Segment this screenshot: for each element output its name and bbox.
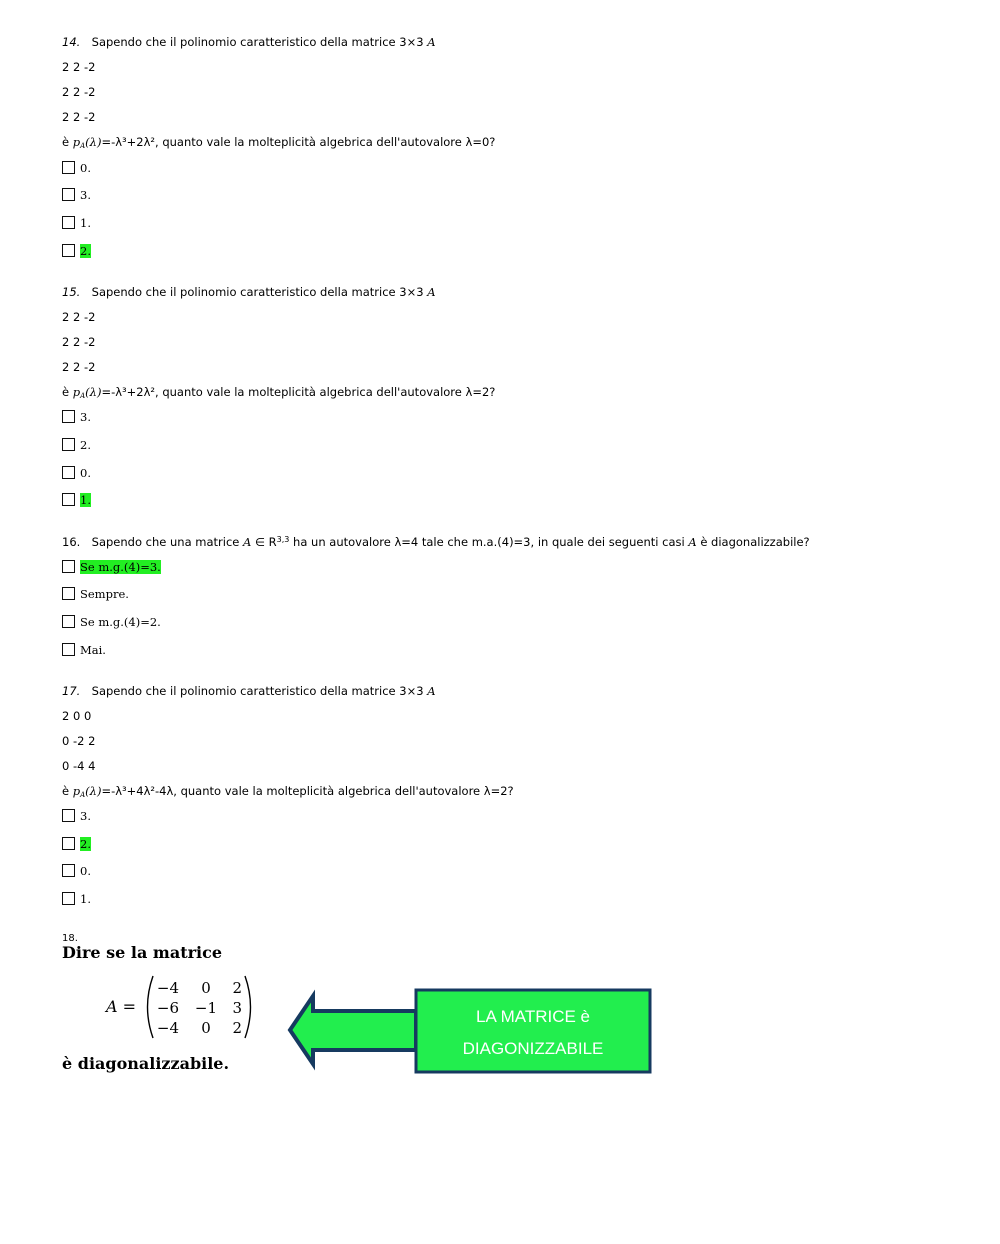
q18-lhs: A = [106,997,137,1016]
q14-option-label: 3. [80,188,91,202]
q17-option-label: 1. [80,892,91,906]
q16-dims: 3,3 [276,535,290,544]
q17-option-checkbox[interactable] [62,892,75,905]
q14-stem [62,35,436,49]
q15-p-symbol: $p_A(\lambda)$ [72,385,102,400]
q16-option-checkbox[interactable] [62,560,75,573]
q14-poly-text: =-λ³+2λ², quanto vale la molteplicità algebrica dell'autovalore [101,135,462,149]
q14-option-checkbox[interactable] [62,244,75,257]
q15-matrix-row: 2 2 -2 [62,360,96,374]
q15-poly-pre: è [62,385,70,399]
q16-eigenvalue: λ=4 [394,535,419,549]
q14-p-symbol: $p_A(\lambda)$ [72,135,102,150]
q16-number: 16. [62,535,81,549]
q15-option-checkbox[interactable] [62,493,75,506]
q15-option-label: 0. [80,466,91,480]
q17-option-label-correct: 2. [80,837,91,851]
matrix-cell: 0 [201,979,211,997]
q17-option-checkbox[interactable] [62,809,75,822]
q16-text-b: ∈ R [254,535,277,549]
q14-option-label-correct: 2. [80,244,91,258]
q16-option-checkbox[interactable] [62,615,75,628]
q15-stem-text: Sapendo che il polinomio caratteristico della matrice 3×3 [91,285,424,299]
q14-option-checkbox[interactable] [62,161,75,174]
q17-poly-text: =-λ³+4λ²-4λ, quanto vale la molteplicità algebrica dell'autovalore [101,784,481,798]
q16-text-a: Sapendo che una matrice [91,535,240,549]
q18-matrix [144,974,258,1040]
q17-option-label: 0. [80,864,91,878]
q18-number: 18. [62,933,78,944]
q17-poly-pre: è [62,784,70,798]
q14-option-label: 1. [80,216,91,230]
q17-matrix-row: 2 0 0 [62,709,92,723]
q16-option-label: Se m.g.(4)=2. [80,615,161,629]
q16-option-checkbox[interactable] [62,643,75,656]
q15-stem [62,285,436,299]
q17-option-label: 3. [80,809,91,823]
q15-polynomial [62,385,495,399]
q18-outro: è diagonalizzabile. [62,1054,230,1073]
q18-intro: Dire se la matrice [62,943,223,962]
arrow-left-icon [290,996,416,1064]
q16-text-c: ha un autovalore [293,535,391,549]
q14-poly-pre: è [62,135,70,149]
q17-p-symbol: $p_A(\lambda)$ [72,784,102,799]
q17-matrix-var: A [427,684,436,698]
q17-matrix-row: 0 -2 2 [62,734,96,748]
matrix-cell: −4 [156,979,179,997]
left-paren [148,976,154,1038]
matrix-cell: −4 [156,1019,179,1037]
q17-eigenvalue: λ=2? [483,784,514,798]
q15-matrix-var: A [427,285,436,299]
q16-stem [62,535,810,549]
right-paren [245,976,251,1038]
q15-option-label-correct: 1. [80,493,91,507]
matrix-cell: 2 [232,979,242,997]
q14-option-checkbox[interactable] [62,188,75,201]
q15-matrix-row: 2 2 -2 [62,310,96,324]
q15-option-checkbox[interactable] [62,410,75,423]
callout-text [416,991,650,1073]
q14-option-checkbox[interactable] [62,216,75,229]
q17-matrix-row: 0 -4 4 [62,759,96,773]
callout-line2: DIAGONIZZABILE [462,1039,604,1058]
q17-option-checkbox[interactable] [62,864,75,877]
q16-matrix-var-2: A [688,535,697,549]
matrix-cell: 0 [201,1019,211,1037]
q16-option-label-correct: Se m.g.(4)=3. [80,560,161,574]
q14-matrix-row: 2 2 -2 [62,60,96,74]
q15-eigenvalue: λ=2? [465,385,496,399]
callout-line1: LA MATRICE è [476,1007,590,1026]
matrix-cell: −1 [194,999,217,1017]
q14-polynomial [62,135,495,149]
q17-stem [62,684,436,698]
q14-eigenvalue: λ=0? [465,135,496,149]
q16-option-label: Mai. [80,643,106,657]
q14-matrix-row: 2 2 -2 [62,85,96,99]
matrix-cell: 2 [232,1019,242,1037]
q14-matrix-var: A [427,35,436,49]
q16-text-e: tale che m.a.(4)=3, in quale dei seguenti casi [421,535,685,549]
q15-option-checkbox[interactable] [62,438,75,451]
q14-option-label: 0. [80,161,91,175]
q17-number: 17. [62,684,81,698]
q15-option-label: 3. [80,410,91,424]
q15-option-checkbox[interactable] [62,466,75,479]
q16-option-checkbox[interactable] [62,587,75,600]
q14-matrix-row: 2 2 -2 [62,110,96,124]
q14-stem-text: Sapendo che il polinomio caratteristico della matrice 3×3 [91,35,424,49]
q15-option-label: 2. [80,438,91,452]
matrix-cell: −6 [156,999,179,1017]
q17-stem-text: Sapendo che il polinomio caratteristico della matrice 3×3 [91,684,424,698]
q16-option-label: Sempre. [80,587,129,601]
matrix-cell: 3 [232,999,242,1017]
q15-matrix-row: 2 2 -2 [62,335,96,349]
q14-number: 14. [62,35,81,49]
q16-matrix-var: A [243,535,252,549]
q17-polynomial [62,784,514,798]
q17-option-checkbox[interactable] [62,837,75,850]
q15-number: 15. [62,285,81,299]
q15-poly-text: =-λ³+2λ², quanto vale la molteplicità algebrica dell'autovalore [101,385,462,399]
q16-text-f: è diagonalizzabile? [700,535,810,549]
